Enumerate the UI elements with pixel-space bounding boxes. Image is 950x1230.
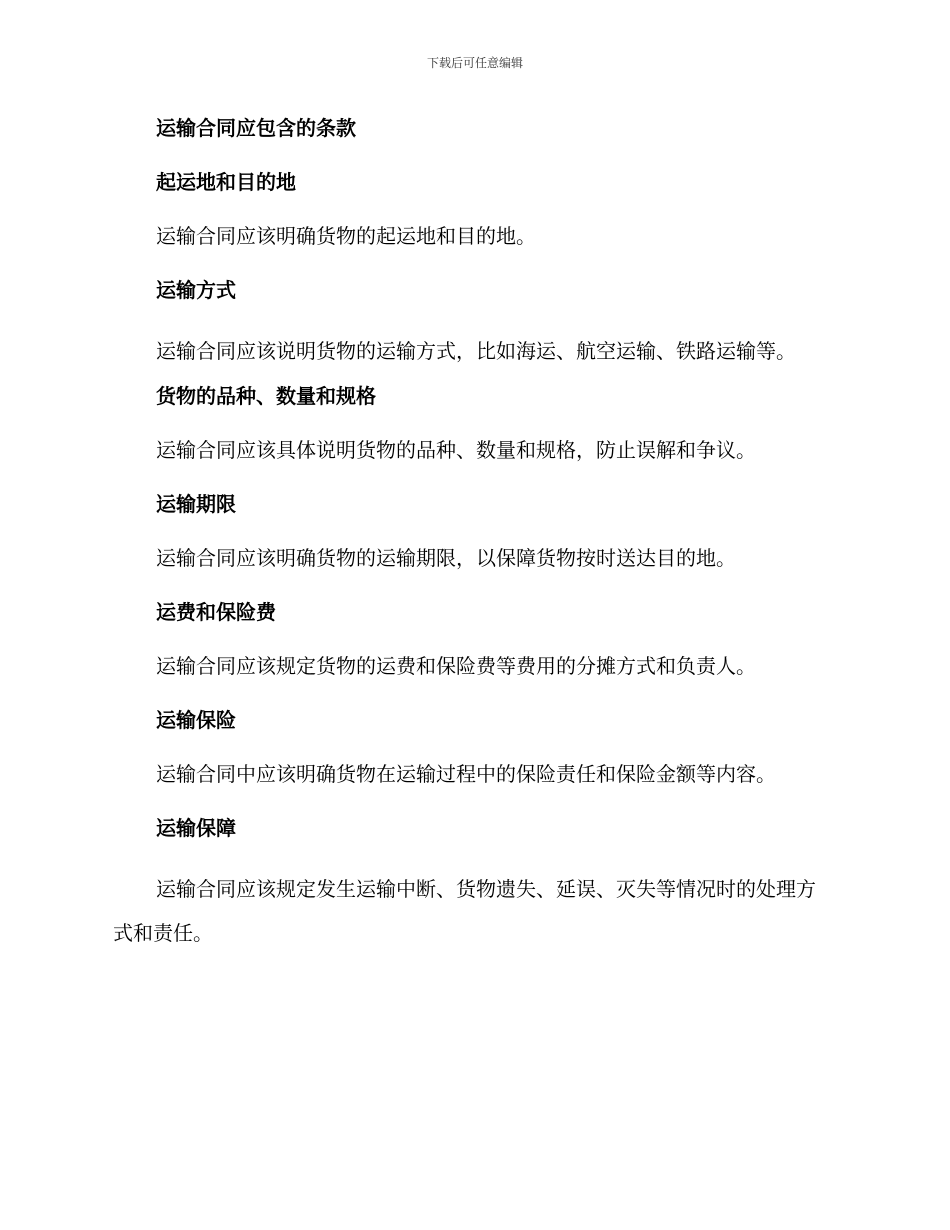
section-heading-transport-insurance: 运输保险 — [156, 708, 236, 732]
section-body-transport-mode: 运输合同应该说明货物的运输方式，比如海运、航空运输、铁路运输等。 — [156, 339, 796, 363]
document-body — [113, 113, 835, 963]
section-body-goods-specs: 运输合同应该具体说明货物的品种、数量和规格，防止误解和争议。 — [156, 438, 756, 462]
section-body-transport-guarantee: 运输合同应该规定发生运输中断、货物遗失、延误、灭失等情况时的处理方式和责任。 — [113, 877, 816, 945]
section-heading-transport-mode: 运输方式 — [156, 278, 236, 302]
section-body-transport-period: 运输合同应该明确货物的运输期限，以保障货物按时送达目的地。 — [156, 546, 736, 570]
section-heading-transport-period: 运输期限 — [156, 492, 236, 516]
section-body-origin-destination: 运输合同应该明确货物的起运地和目的地。 — [156, 224, 536, 248]
section-body-freight-insurance-fees: 运输合同应该规定货物的运费和保险费等费用的分摊方式和负责人。 — [156, 654, 756, 678]
section-body-transport-insurance: 运输合同中应该明确货物在运输过程中的保险责任和保险金额等内容。 — [156, 762, 776, 786]
section-heading-transport-guarantee: 运输保障 — [156, 816, 236, 840]
section-heading-origin-destination: 起运地和目的地 — [156, 170, 296, 194]
section-heading-freight-insurance-fees: 运费和保险费 — [156, 600, 276, 624]
page-header: 下载后可任意编辑 — [426, 56, 523, 70]
document-title: 运输合同应包含的条款 — [156, 116, 356, 140]
section-heading-goods-specs: 货物的品种、数量和规格 — [156, 384, 376, 408]
